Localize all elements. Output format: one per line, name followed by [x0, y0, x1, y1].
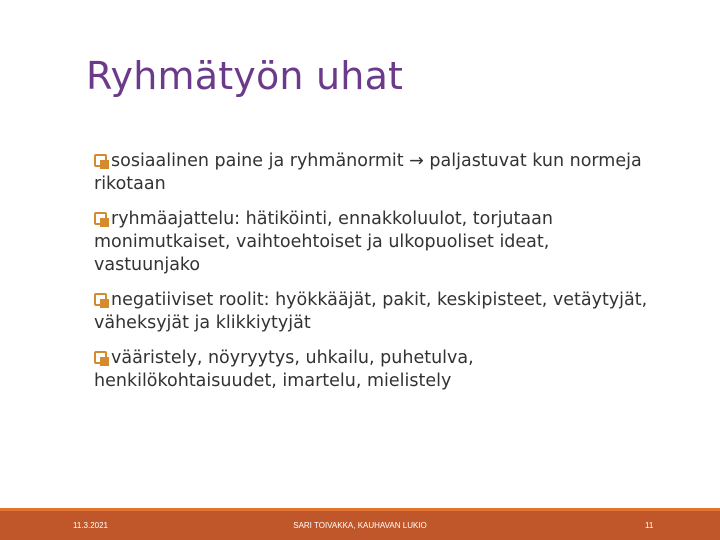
footer-bar	[0, 508, 720, 540]
bullet-item	[94, 208, 654, 277]
slide-title: Ryhmätyön uhat	[86, 54, 404, 98]
bullet-text: ryhmäajattelu: hätiköinti, ennakkoluulot, torjutaan monimutkaiset, vaihtoehtoiset ja ulkopuoliset ideat, vastuunjako	[94, 209, 553, 275]
bullet-item	[94, 150, 654, 196]
bullet-text: sosiaalinen paine ja ryhmänormit → paljastuvat kun normeja rikotaan	[94, 151, 642, 194]
bullet-text: negatiiviset roolit: hyökkääjät, pakit, keskipisteet, vetäytyjät, väheksyjät ja klikkiytyjät	[94, 290, 648, 333]
checkbox-bullet-icon	[94, 154, 107, 167]
bullet-text: vääristely, nöyryytys, uhkailu, puhetulva, henkilökohtaisuudet, imartelu, mielistely	[94, 348, 474, 391]
bullet-item	[94, 347, 654, 393]
checkbox-bullet-icon	[94, 351, 107, 364]
bullet-list	[94, 150, 654, 405]
checkbox-bullet-icon	[94, 212, 107, 225]
checkbox-bullet-icon	[94, 293, 107, 306]
bullet-item	[94, 289, 654, 335]
page-number: 11	[645, 521, 654, 530]
footer-author: SARI TOIVAKKA, KAUHAVAN LUKIO	[293, 521, 427, 530]
footer-date: 11.3.2021	[73, 521, 108, 530]
